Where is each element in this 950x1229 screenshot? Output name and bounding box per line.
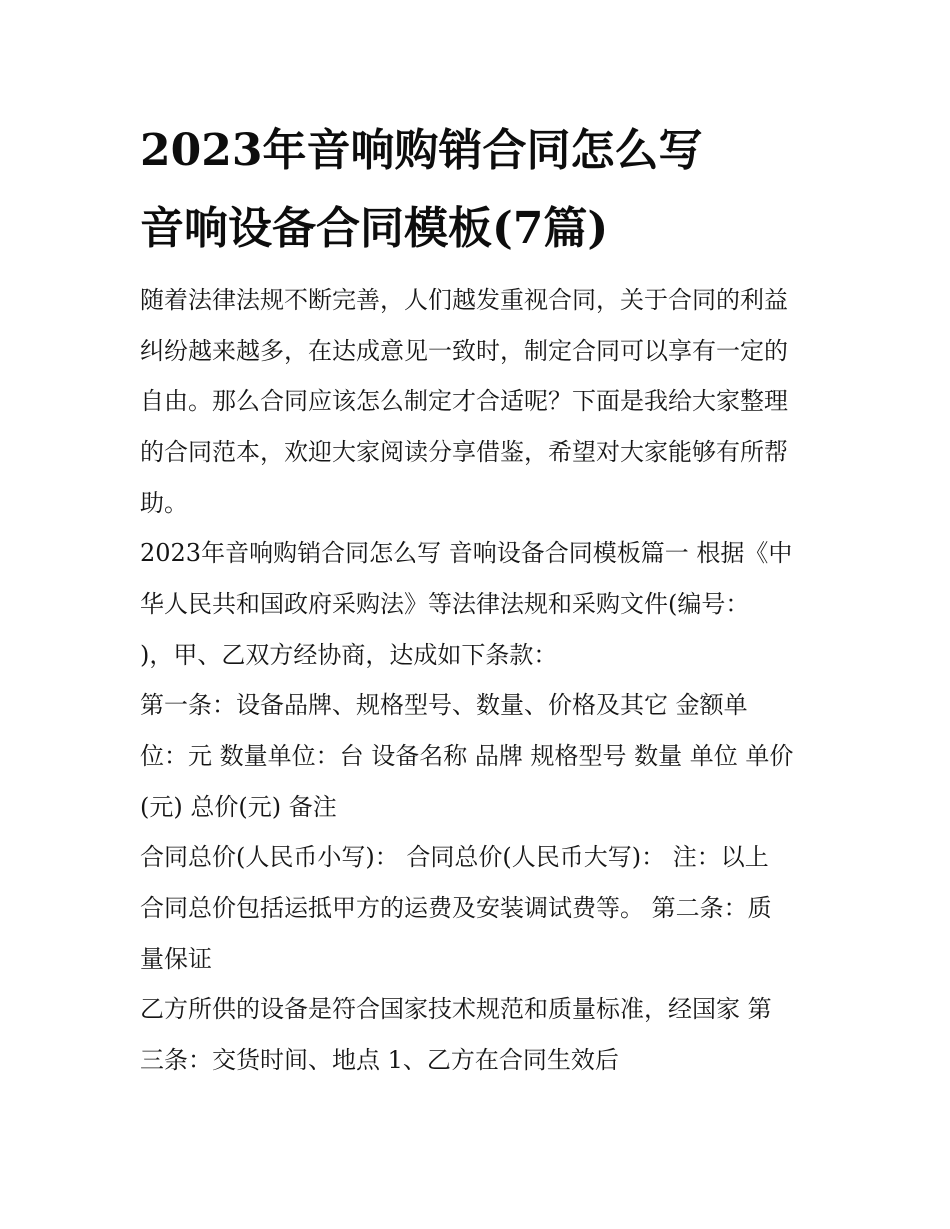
body-line: 第一条：设备品牌、规格型号、数量、价格及其它 金额单 — [140, 691, 748, 719]
title-line-1: 2023年音响购销合同怎么写 — [140, 125, 703, 176]
body-line: 自由。那么合同应该怎么制定才合适呢？下面是我给大家整理 — [140, 387, 788, 415]
body-line: 2023年音响购销合同怎么写 音响设备合同模板篇一 根据《中 — [140, 539, 793, 567]
body-line: )，甲、乙双方经协商，达成如下条款： — [140, 641, 558, 669]
body-line: 华人民共和国政府采购法》等法律法规和采购文件(编号： — [140, 590, 750, 618]
body-line: 量保证 — [140, 945, 212, 973]
body-line: 纠纷越来越多，在达成意见一致时，制定合同可以享有一定的 — [140, 337, 788, 365]
body-line: 助。 — [140, 489, 188, 517]
body-line: 乙方所供的设备是符合国家技术规范和质量标准，经国家 第 — [140, 995, 772, 1023]
document-title — [140, 112, 840, 268]
body-line: 位：元 数量单位：台 设备名称 品牌 规格型号 数量 单位 单价 — [140, 742, 794, 770]
body-line: (元) 总价(元) 备注 — [140, 793, 337, 821]
body-line: 三条：交货时间、地点 1、乙方在合同生效后 — [140, 1046, 619, 1074]
body-line: 合同总价(人民币小写)： 合同总价(人民币大写)： 注：以上 — [140, 843, 769, 871]
body-line: 的合同范本，欢迎大家阅读分享借鉴，希望对大家能够有所帮 — [140, 438, 788, 466]
body-line: 合同总价包括运抵甲方的运费及安装调试费等。 第二条：质 — [140, 894, 772, 922]
body-line: 随着法律法规不断完善，人们越发重视合同，关于合同的利益 — [140, 286, 788, 314]
title-line-2: 音响设备合同模板(7篇) — [140, 203, 609, 254]
